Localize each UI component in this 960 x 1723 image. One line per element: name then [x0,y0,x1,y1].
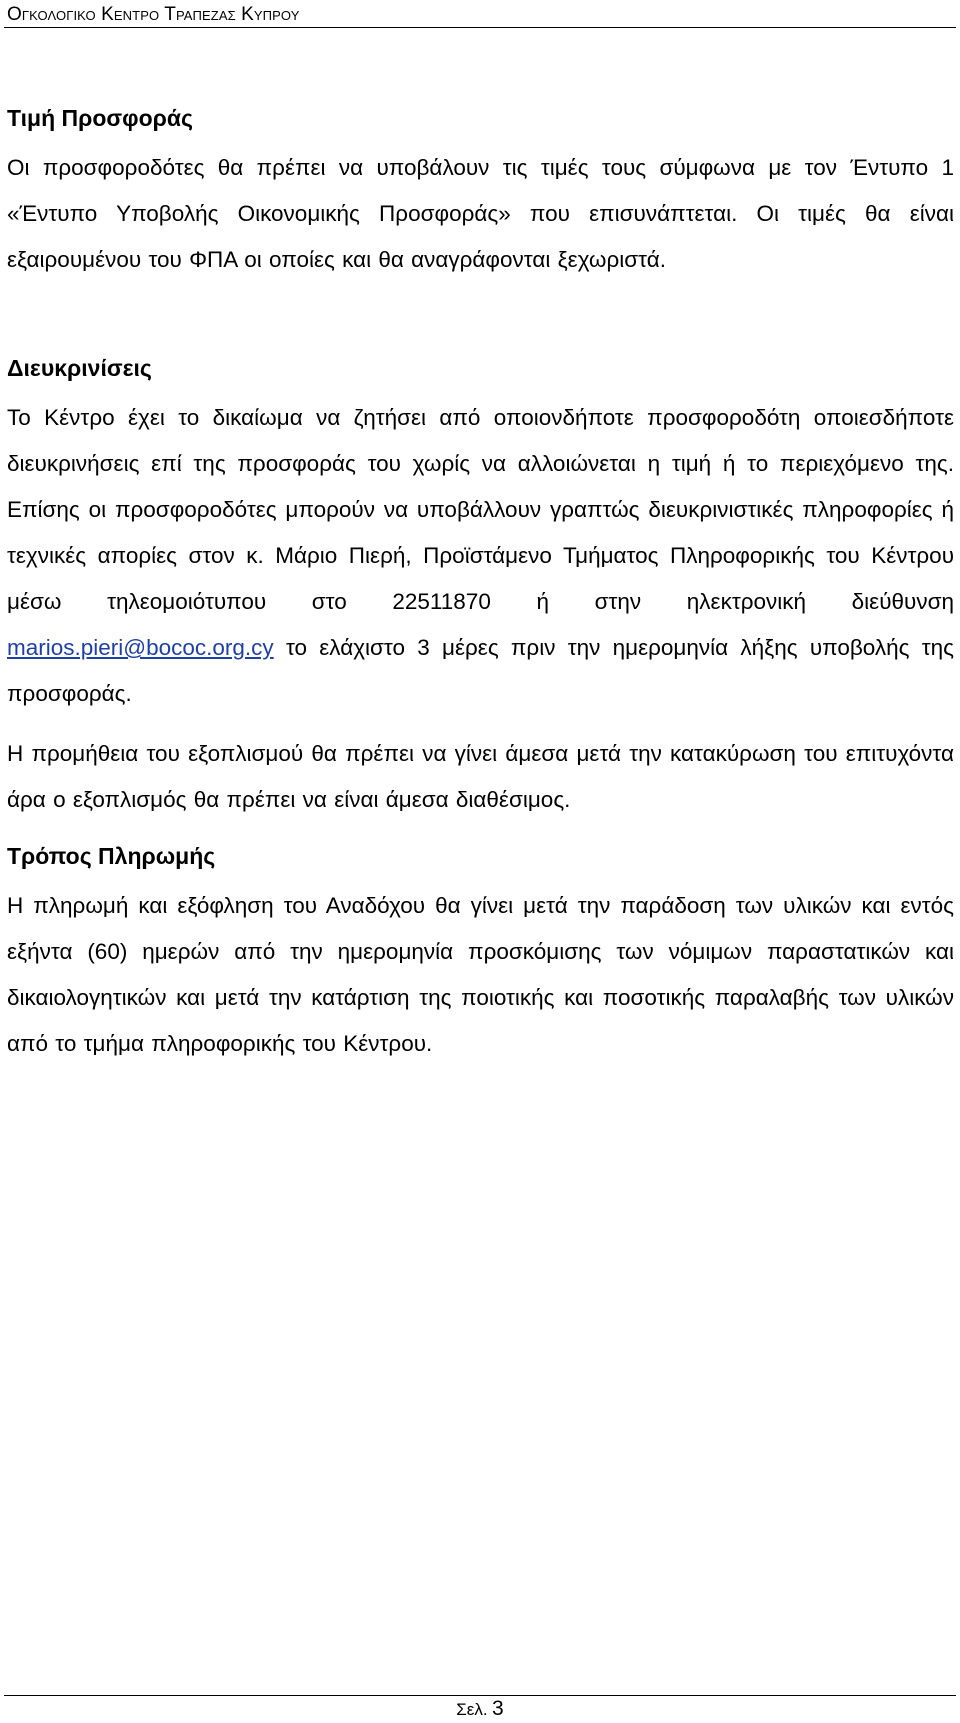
page-number: 3 [492,1697,504,1720]
heading-payment-method: Τρόπος Πληρωμής [7,843,216,869]
header-title: Ογκολογικο Κεντρο Τραπεζας Κυπρου [7,4,300,25]
clarifications-text-end: το ελάχιστο 3 μέρες πριν την ημερομηνία λήξης υποβολής της προσφοράς. [7,635,954,706]
page-header [7,3,953,27]
document-body [7,103,954,1067]
paragraph-procurement: Η προμήθεια του εξοπλισμού θα πρέπει να γίνει άμεσα μετά την κατακύρωση του επιτυχόντα άρα ο εξοπλισμός θα πρέπει να είναι άμεσα διαθέσιμος. [7,741,954,812]
page-footer [0,1697,960,1723]
heading-clarifications: Διευκρινίσεις [7,355,152,381]
email-link[interactable]: marios.pieri@bococ.org.cy [7,635,274,660]
heading-offer-price: Τιμή Προσφοράς [7,105,193,131]
paragraph-clarifications [7,395,954,717]
footer-divider [4,1695,956,1696]
paragraph-offer-price: Οι προσφοροδότες θα πρέπει να υποβάλουν τις τιμές τους σύμφωνα με τον Έντυπο 1 «Έντυπο Υποβολής Οικονομικής Προσφοράς» που επισυνάπτεται. Οι τιμές θα είναι εξαιρουμένου του ΦΠΑ οι οποίες και θα αναγράφονται ξεχωριστά. [7,155,954,272]
page-label: Σελ. [456,1700,488,1719]
header-divider [4,27,956,28]
paragraph-payment-method: Η πληρωμή και εξόφληση του Αναδόχου θα γίνει μετά την παράδοση των υλικών και εντός εξήντα (60) ημερών από την ημερομηνία προσκόμισης των νόμιμων παραστατικών και δικαιολογητικών και μετά την κατάρτιση της ποιοτικής και ποσοτικής παραλαβής των υλικών από το τμήμα πληροφορικής του Κέντρου. [7,893,954,1056]
clarifications-text: Το Κέντρο έχει το δικαίωμα να ζητήσει από οποιονδήποτε προσφοροδότη οποιεσδήποτε διευκρινήσεις επί της προσφοράς του χωρίς να αλλοιώνεται η τιμή ή το περιεχόμενο της. Επίσης οι προσφοροδότες μπορούν να υποβάλλουν γραπτώς διευκρινιστικές πληροφορίες ή τεχνικές απορίες στον κ. Μάριο Πιερή, Προϊστάμενο Τμήματος Πληροφορικής του Κέντρου μέσω τηλεομοιότυπου στο 22511870 ή στην ηλεκτρονική διεύθυνση [7,405,954,614]
